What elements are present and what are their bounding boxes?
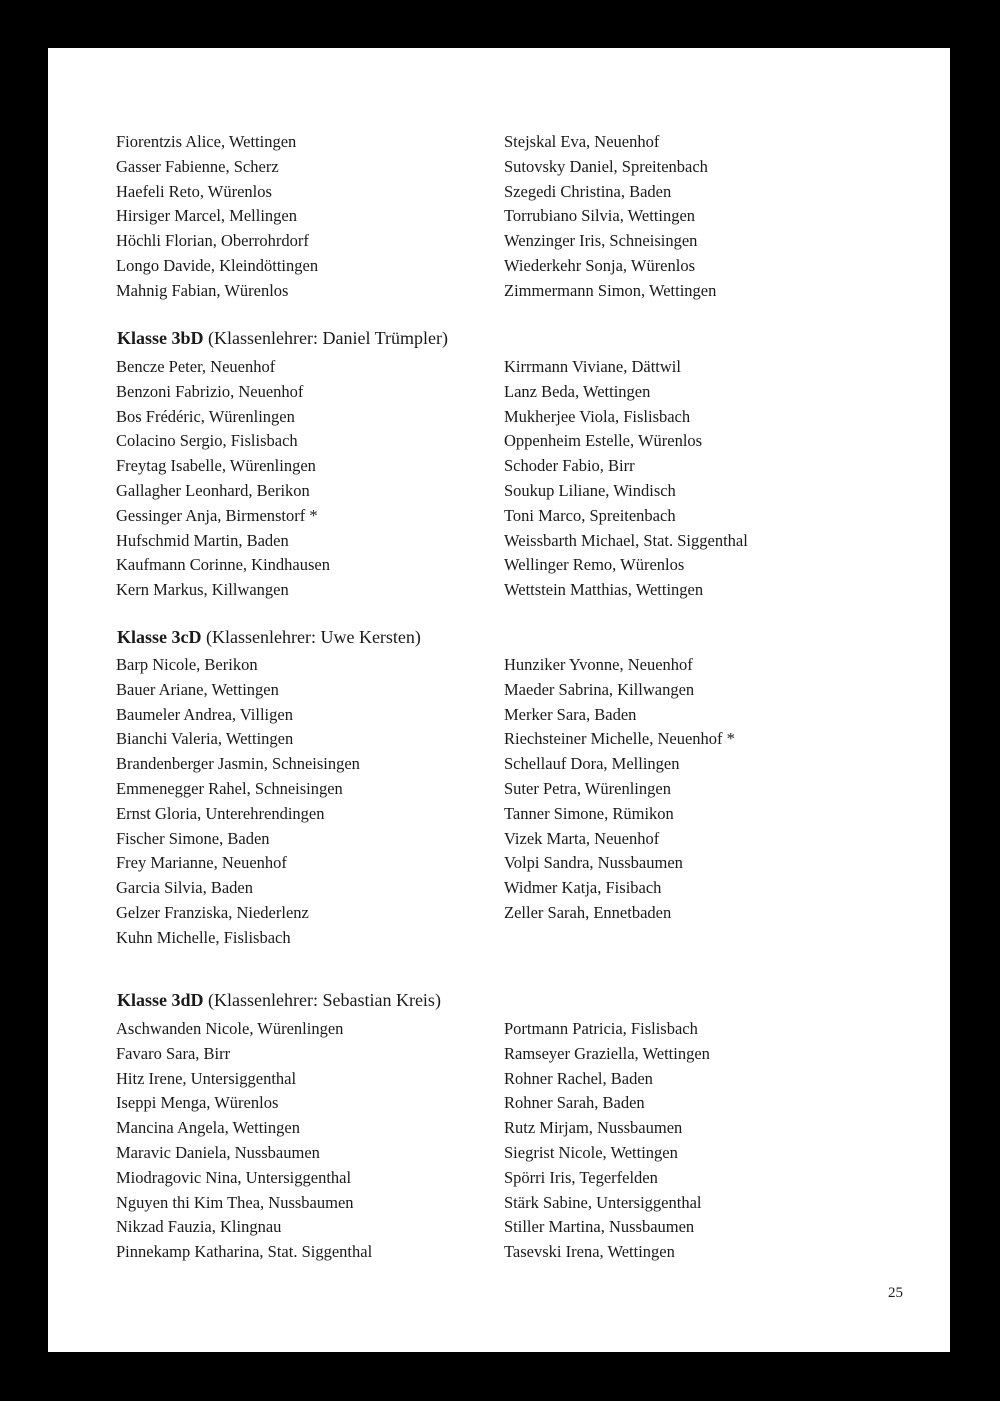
right-column — [504, 653, 735, 926]
list-item: Barp Nicole, Berikon — [116, 655, 258, 674]
document-page — [48, 48, 950, 1352]
list-item: Oppenheim Estelle, Würenlos — [504, 431, 703, 451]
right-column — [504, 355, 748, 603]
right-column — [504, 130, 716, 304]
list-item: Schellauf Dora, Mellingen — [504, 754, 680, 774]
list-item: Kuhn Michelle, Fislisbach — [116, 927, 291, 947]
list-item: Rohner Sarah, Baden — [504, 1093, 645, 1113]
list-item: Fiorentzis Alice, Wettingen — [116, 132, 297, 151]
left-column — [116, 355, 330, 603]
list-item: Mancina Angela, Wettingen — [116, 1118, 300, 1138]
class-teacher: (Klassenlehrer: Sebastian Kreis) — [203, 990, 441, 1010]
class-teacher: (Klassenlehrer: Daniel Trümpler) — [203, 328, 448, 348]
right-column — [504, 1017, 710, 1265]
page-number: 25 — [888, 1285, 903, 1301]
list-item: Maeder Sabrina, Killwangen — [504, 679, 695, 699]
list-item: Bianchi Valeria, Wettingen — [116, 729, 294, 749]
list-item: Portmann Patricia, Fislisbach — [504, 1019, 698, 1038]
list-item: Ramseyer Graziella, Wettingen — [504, 1043, 710, 1063]
list-item: Iseppi Menga, Würenlos — [116, 1093, 279, 1113]
list-item: Wettstein Matthias, Wettingen — [504, 580, 704, 600]
list-item: Hunziker Yvonne, Neuenhof — [504, 655, 693, 674]
list-item: Stejskal Eva, Neuenhof — [504, 132, 660, 151]
list-item: Spörri Iris, Tegerfelden — [504, 1167, 658, 1187]
class-name: Klasse 3bD — [117, 328, 204, 348]
list-item: Zimmermann Simon, Wettingen — [504, 280, 717, 300]
class-name: Klasse 3cD — [117, 627, 202, 647]
class-name: Klasse 3dD — [117, 990, 204, 1010]
class-teacher: (Klassenlehrer: Uwe Kersten) — [201, 627, 421, 647]
list-item: Riechsteiner Michelle, Neuenhof * — [504, 729, 735, 749]
list-item: Brandenberger Jasmin, Schneisingen — [116, 754, 360, 774]
list-item: Ernst Gloria, Unterehrendingen — [116, 803, 325, 823]
list-item: Frey Marianne, Neuenhof — [116, 853, 287, 873]
left-column — [116, 1017, 372, 1265]
list-item: Höchli Florian, Oberrohrdorf — [116, 231, 309, 251]
list-item: Schoder Fabio, Birr — [504, 456, 635, 476]
list-item: Aschwanden Nicole, Würenlingen — [116, 1019, 344, 1038]
section-heading — [117, 326, 448, 350]
list-item: Emmenegger Rahel, Schneisingen — [116, 778, 343, 798]
list-item: Bos Frédéric, Würenlingen — [116, 406, 295, 426]
list-item: Miodragovic Nina, Untersiggenthal — [116, 1167, 352, 1187]
section-heading — [117, 988, 441, 1012]
list-item: Soukup Liliane, Windisch — [504, 480, 676, 500]
list-item: Nguyen thi Kim Thea, Nussbaumen — [116, 1192, 354, 1212]
list-item: Fischer Simone, Baden — [116, 828, 270, 848]
list-item: Torrubiano Silvia, Wettingen — [504, 206, 696, 226]
list-item: Bencze Peter, Neuenhof — [116, 357, 276, 376]
list-item: Widmer Katja, Fisibach — [504, 878, 662, 898]
list-item: Baumeler Andrea, Villigen — [116, 704, 293, 724]
list-item: Merker Sara, Baden — [504, 704, 637, 724]
list-item: Haefeli Reto, Würenlos — [116, 181, 272, 201]
list-item: Longo Davide, Kleindöttingen — [116, 255, 319, 275]
list-item: Pinnekamp Katharina, Stat. Siggenthal — [116, 1242, 373, 1262]
list-item: Mahnig Fabian, Würenlos — [116, 280, 289, 300]
list-item: Gelzer Franziska, Niederlenz — [116, 902, 309, 922]
list-item: Rohner Rachel, Baden — [504, 1068, 653, 1088]
list-item: Tanner Simone, Rümikon — [504, 803, 674, 823]
list-item: Wenzinger Iris, Schneisingen — [504, 231, 698, 251]
list-item: Wiederkehr Sonja, Würenlos — [504, 255, 696, 275]
left-column — [116, 130, 318, 304]
list-item: Mukherjee Viola, Fislisbach — [504, 406, 691, 426]
list-item: Toni Marco, Spreitenbach — [504, 505, 676, 525]
list-item: Siegrist Nicole, Wettingen — [504, 1142, 678, 1162]
list-item: Garcia Silvia, Baden — [116, 878, 253, 898]
list-item: Hufschmid Martin, Baden — [116, 530, 289, 550]
list-item: Zeller Sarah, Ennetbaden — [504, 902, 672, 922]
left-column — [116, 653, 360, 951]
list-item: Tasevski Irena, Wettingen — [504, 1242, 675, 1262]
list-item: Colacino Sergio, Fislisbach — [116, 431, 298, 451]
list-item: Hirsiger Marcel, Mellingen — [116, 206, 297, 226]
list-item: Suter Petra, Würenlingen — [504, 778, 671, 798]
list-item: Kirrmann Viviane, Dättwil — [504, 357, 681, 376]
list-item: Maravic Daniela, Nussbaumen — [116, 1142, 320, 1162]
list-item: Lanz Beda, Wettingen — [504, 381, 651, 401]
list-item: Wellinger Remo, Würenlos — [504, 555, 685, 575]
list-item: Nikzad Fauzia, Klingnau — [116, 1217, 282, 1237]
list-item: Rutz Mirjam, Nussbaumen — [504, 1118, 683, 1138]
list-item: Gessinger Anja, Birmenstorf * — [116, 505, 318, 525]
list-item: Kaufmann Corinne, Kindhausen — [116, 555, 330, 575]
list-item: Bauer Ariane, Wettingen — [116, 679, 279, 699]
list-item: Szegedi Christina, Baden — [504, 181, 672, 201]
list-item: Kern Markus, Killwangen — [116, 580, 289, 600]
list-item: Vizek Marta, Neuenhof — [504, 828, 660, 848]
list-item: Volpi Sandra, Nussbaumen — [504, 853, 683, 873]
list-item: Gallagher Leonhard, Berikon — [116, 480, 310, 500]
list-item: Gasser Fabienne, Scherz — [116, 156, 279, 176]
list-item: Sutovsky Daniel, Spreitenbach — [504, 156, 708, 176]
list-item: Stiller Martina, Nussbaumen — [504, 1217, 695, 1237]
section-heading — [117, 625, 421, 649]
list-item: Freytag Isabelle, Würenlingen — [116, 456, 316, 476]
list-item: Weissbarth Michael, Stat. Siggenthal — [504, 530, 748, 550]
list-item: Stärk Sabine, Untersiggenthal — [504, 1192, 702, 1212]
list-item: Hitz Irene, Untersiggenthal — [116, 1068, 297, 1088]
list-item: Benzoni Fabrizio, Neuenhof — [116, 381, 304, 401]
list-item: Favaro Sara, Birr — [116, 1043, 231, 1063]
